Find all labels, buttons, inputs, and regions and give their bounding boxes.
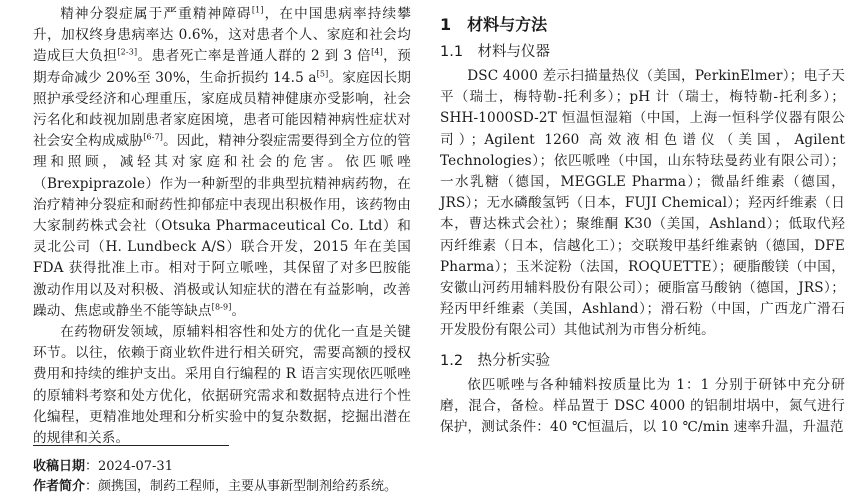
received-label: 收稿日期: [33, 459, 86, 474]
author-bio-line: [33, 477, 397, 497]
left-column: [33, 0, 411, 449]
materials-paragraph: DSC 4000 差示扫描量热仪（美国，PerkinElmer）；电子天平（瑞士，梅特勒-托利多）；pH 计（瑞士，梅特勒-托利多）；SHH-1000SD-2T 恒温恒湿箱（中国，上海一恒科学仪器有限公司）；Agilent 1260 高效液相色谱仪（美国，Agilent Technologies）；依匹哌唑（中国，山东特珐曼药业有限公司）；一水乳糖（德国，MEGGLE Pharma）；微晶纤维素（德国，JRS）；无水磷酸氢钙（日本，FUJI Chemical）；羟丙纤维素（日本，曹达株式会社）；聚维酮 K30（美国，Ashland）；低取代羟丙纤维素（日本，信越化工）；交联羧甲基纤维素钠（德国，DFE Pharma）；玉米淀粉（法国，ROQUETTE）；硬脂酸镁（中国，安徽山河药用辅料股份有限公司）；硬脂富马酸钠（德国，JRS）；羟丙甲纤维素（美国，Ashland）；滑石粉（中国，广西龙广滑石开发股份有限公司）其他试剂为市售分析纯。: [440, 68, 845, 339]
received-value: ：2024-07-31: [85, 459, 173, 474]
text-run: 。家庭因长期照护承受经济和心理重压，家庭成员精神健康亦受影响，社会污名化和歧视加剧患者家庭困境，患者可能因精神病性症状对社会安全构成威胁: [33, 69, 412, 150]
text-run: 。: [231, 302, 246, 319]
citation-ref: [2-3]: [117, 47, 138, 57]
author-value: ：颜携国，制药工程师，主要从事新型制剂给药系统。: [85, 479, 398, 494]
text-run: ，在中国患病率持续攀升，加权终身患病率达 0.6%，这对患者个人、家庭和社会均造成巨大负担: [33, 6, 412, 65]
text-run: 在药物研发领域，原辅料相容性和处方的优化一直是关键环节。以往，依赖于商业软件进行相关研究，需要高额的授权费用和持续的维护支出。采用自行编程的 R 语言实现依匹哌唑的原辅料考察和处方优化，依据研究需求和数据特点进行个性化编程，更精准地处理和分析实验中的复杂数据，挖掘出潜在的规律和关系。: [33, 324, 411, 447]
text-run: 精神分裂症属于严重精神障碍: [60, 6, 252, 22]
citation-ref: [4]: [371, 47, 383, 57]
thermal-paragraph: 依匹哌唑与各种辅料按质量比为 1：1 分别于研钵中充分研磨，混合，备检。样品置于 DSC 4000 的铝制坩埚中，氮气进行保护，测试条件：40 ℃恒温后，以 10 ℃/min 速率升温，升温范: [440, 376, 845, 436]
text-run: 。因此，精神分裂症需要得到全方位的管理和照顾，减轻其对家庭和社会的危害。依匹哌唑（Brexpiprazole）作为一种新型的非典型抗精神病药物，在治疗精神分裂症和耐药性抑郁症中表现出积极作用，该药物由大家制药株式会社（Otsuka Pharmaceutical Co. Ltd）和灵北公司（H. Lundbeck A/S）联合开发，2015 年在美国 FDA 获得批准上市。相对于阿立哌唑，其保留了对多巴胺能激动作用以及对积极、消极或认知症状的潜在有益影响，改善躁动、焦虑或静坐不能等缺点: [33, 133, 412, 319]
received-date-line: [33, 457, 173, 477]
text-run: ，预期寿命减少 20%至 30%，生命折损约 14.5 a: [33, 48, 411, 86]
background-paragraph: [33, 322, 411, 449]
section-title: 1 材料与方法: [440, 15, 548, 34]
subsection-title-materials: 1.1 材料与仪器: [440, 44, 551, 60]
citation-ref: [1]: [251, 5, 264, 15]
citation-ref: [6-7]: [143, 132, 164, 142]
right-column: [440, 0, 845, 438]
citation-ref: [5]: [316, 69, 329, 79]
intro-paragraph: [33, 4, 411, 322]
footnote-divider: [33, 445, 229, 446]
subsection-title-thermal: 1.2 热分析实验: [440, 352, 551, 369]
citation-ref: [8-9]: [211, 302, 232, 312]
author-label: 作者简介: [33, 479, 86, 494]
text-run: 。患者死亡率是普通人群的 2 到 3 倍: [137, 48, 372, 65]
